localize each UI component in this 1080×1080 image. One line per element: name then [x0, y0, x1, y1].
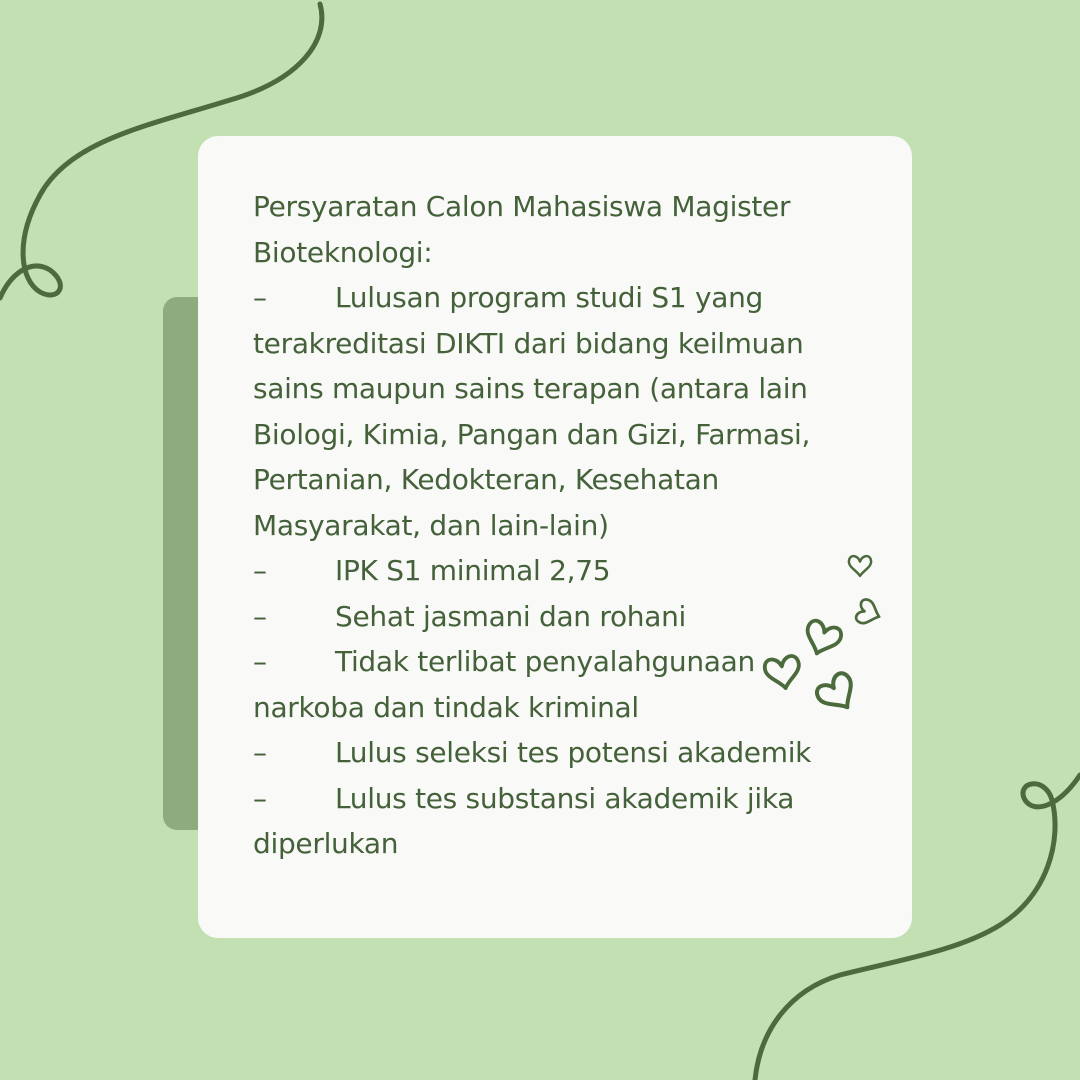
requirement-item-6-line-2: diperlukan [253, 827, 399, 860]
bullet-dash: – [253, 554, 267, 587]
requirement-item-6-line-1: Lulus tes substansi akademik jika [335, 781, 795, 815]
requirements-text-block [253, 184, 873, 867]
requirement-item-1-line-5: Pertanian, Kedokteran, Kesehatan [253, 463, 719, 496]
requirement-item-4 [253, 639, 873, 685]
requirement-item-3-line-1: Sehat jasmani dan rohani [335, 599, 687, 633]
requirement-item-4-line-1: Tidak terlibat penyalahgunaan [335, 645, 755, 678]
bullet-dash: – [253, 736, 267, 769]
requirement-item-1-line-3: sains maupun sains terapan (antara lain [253, 372, 808, 405]
title-line-1: Persyaratan Calon Mahasiswa Magister [253, 190, 791, 223]
requirement-item-1 [253, 275, 873, 321]
requirement-item-2-line-1: IPK S1 minimal 2,75 [335, 554, 611, 587]
requirement-item-1-line-2: terakreditasi DIKTI dari bidang keilmuan [253, 326, 804, 360]
bullet-dash: – [253, 281, 267, 314]
requirement-item-6 [253, 776, 873, 822]
requirement-item-3 [253, 594, 873, 640]
requirement-item-1-line-4: Biologi, Kimia, Pangan dan Gizi, Farmasi, [253, 417, 811, 451]
bullet-dash: – [253, 599, 267, 633]
requirement-item-4-line-2: narkoba dan tindak kriminal [253, 690, 639, 724]
bullet-dash: – [253, 645, 267, 678]
requirement-item-5-line-1: Lulus seleksi tes potensi akademik [335, 736, 812, 769]
requirement-item-1-line-6: Masyarakat, dan lain-lain) [253, 508, 609, 542]
requirement-item-2 [253, 548, 873, 594]
requirement-item-5 [253, 730, 873, 776]
requirement-item-1-line-1: Lulusan program studi S1 yang [335, 281, 763, 314]
bullet-dash: – [253, 781, 267, 815]
title-line-2: Bioteknologi: [253, 235, 433, 269]
